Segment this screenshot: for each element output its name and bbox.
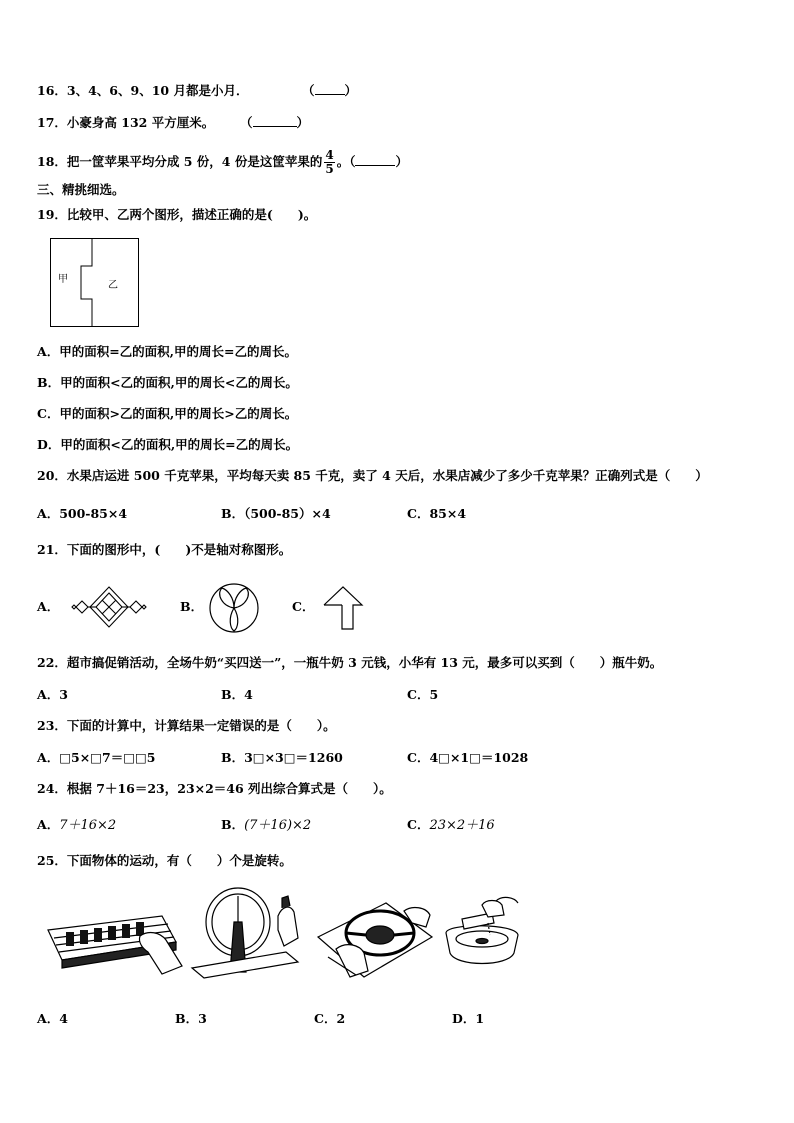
question-text: 比较甲、乙两个图形，描述正确的是( )。 bbox=[66, 207, 317, 222]
expression: 7＋16×2 bbox=[59, 818, 117, 833]
option-25-b[interactable]: B．3 bbox=[175, 1011, 207, 1026]
answer-blank-16[interactable]: （ ） bbox=[302, 83, 358, 98]
section-heading: 三、精挑细选。 bbox=[37, 182, 125, 197]
option-25-c[interactable]: C．2 bbox=[314, 1011, 346, 1026]
steering-wheel-illustration bbox=[316, 897, 434, 979]
question-number: 21． bbox=[37, 542, 67, 557]
question-text: 下面物体的运动，有（ ）个是旋转。 bbox=[66, 853, 292, 868]
question-number: 17． bbox=[37, 115, 67, 130]
faucet-sink-illustration bbox=[438, 893, 524, 981]
answer-blank-18[interactable] bbox=[355, 154, 395, 166]
question-text: 超市搞促销活动，全场牛奶“买四送一”，一瓶牛奶 3 元钱，小华有 13 元，最多可以买到（ ）瓶牛奶。 bbox=[66, 655, 663, 670]
knot-pattern-figure bbox=[68, 585, 150, 629]
answer-blank-17[interactable]: （ ） bbox=[240, 115, 310, 130]
question-number: 22． bbox=[37, 655, 67, 670]
option-24-b[interactable]: B．(7＋16)×2 bbox=[221, 817, 312, 833]
globe-tool-illustration bbox=[186, 882, 304, 980]
question-17 bbox=[37, 115, 214, 131]
question-25 bbox=[37, 853, 292, 869]
option-23-a[interactable]: A．□5×□7＝□□5 bbox=[37, 750, 156, 765]
option-22-a[interactable]: A．3 bbox=[37, 687, 68, 702]
option-23-c[interactable]: C．4□×1□＝1028 bbox=[407, 750, 529, 765]
fraction-four-fifths: $\frac{4}{5}$ bbox=[325, 148, 334, 176]
question-text: 把一筐苹果平均分成 5 份，4 份是这筐苹果的 bbox=[66, 154, 323, 169]
question-text: 3、4、6、9、10 月都是小月． bbox=[66, 83, 249, 98]
option-24-c[interactable]: C．23×2＋16 bbox=[407, 817, 495, 833]
option-21-a[interactable]: A． bbox=[37, 599, 60, 614]
question-20 bbox=[37, 468, 708, 484]
option-19-d[interactable]: D．甲的面积<乙的面积,甲的周长=乙的周长。 bbox=[37, 437, 299, 452]
option-25-a[interactable]: A．4 bbox=[37, 1011, 68, 1026]
jia-yi-figure bbox=[50, 238, 140, 328]
option-20-a[interactable]: A．500-85×4 bbox=[37, 506, 128, 521]
expression: 23×2＋16 bbox=[429, 818, 495, 833]
option-21-c[interactable]: C． bbox=[292, 599, 315, 614]
question-18: 18．把一筐苹果平均分成 5 份，4 份是这筐苹果的 $\frac{4}{5}$ 。（ ） bbox=[37, 148, 408, 176]
question-16 bbox=[37, 83, 248, 99]
question-number: 23． bbox=[37, 718, 67, 733]
expression: (7＋16)×2 bbox=[244, 818, 312, 833]
label-jia: 甲 bbox=[58, 274, 68, 285]
question-number: 16． bbox=[37, 83, 67, 98]
option-25-d[interactable]: D．1 bbox=[452, 1011, 485, 1026]
option-19-c[interactable]: C．甲的面积>乙的面积,甲的周长>乙的周长。 bbox=[37, 406, 298, 421]
question-22 bbox=[37, 655, 662, 671]
circle-petals-figure bbox=[208, 582, 260, 634]
question-text: 水果店运进 500 千克苹果，平均每天卖 85 千克，卖了 4 天后，水果店减少了多少千克苹果？正确列式是（ ） bbox=[66, 468, 708, 483]
question-21 bbox=[37, 542, 291, 558]
option-22-b[interactable]: B．4 bbox=[221, 687, 253, 702]
question-number: 20． bbox=[37, 468, 67, 483]
question-19 bbox=[37, 207, 316, 223]
option-22-c[interactable]: C．5 bbox=[407, 687, 439, 702]
question-text: 小豪身高 132 平方厘米。 bbox=[66, 115, 215, 130]
question-text: 根据 7＋16＝23，23×2＝46 列出综合算式是（ ）。 bbox=[66, 781, 392, 796]
question-24 bbox=[37, 781, 392, 797]
question-number: 25． bbox=[37, 853, 67, 868]
question-text: 下面的图形中，( )不是轴对称图形。 bbox=[66, 542, 292, 557]
option-19-b[interactable]: B．甲的面积<乙的面积,甲的周长<乙的周长。 bbox=[37, 375, 298, 390]
question-23 bbox=[37, 718, 336, 734]
option-20-b[interactable]: B．（500-85）×4 bbox=[221, 506, 331, 521]
option-23-b[interactable]: B．3□×3□＝1260 bbox=[221, 750, 343, 765]
question-text: 下面的计算中，计算结果一定错误的是（ ）。 bbox=[66, 718, 336, 733]
arrow-shape-figure bbox=[322, 585, 366, 633]
option-20-c[interactable]: C．85×4 bbox=[407, 506, 467, 521]
option-19-a[interactable]: A．甲的面积=乙的面积,甲的周长=乙的周长。 bbox=[37, 344, 297, 359]
question-number: 18． bbox=[37, 154, 67, 169]
option-24-a[interactable]: A．7＋16×2 bbox=[37, 817, 117, 833]
abacus-illustration bbox=[44, 912, 184, 982]
question-number: 24． bbox=[37, 781, 67, 796]
option-21-b[interactable]: B． bbox=[180, 599, 204, 614]
label-yi: 乙 bbox=[108, 280, 118, 291]
question-number: 19． bbox=[37, 207, 67, 222]
